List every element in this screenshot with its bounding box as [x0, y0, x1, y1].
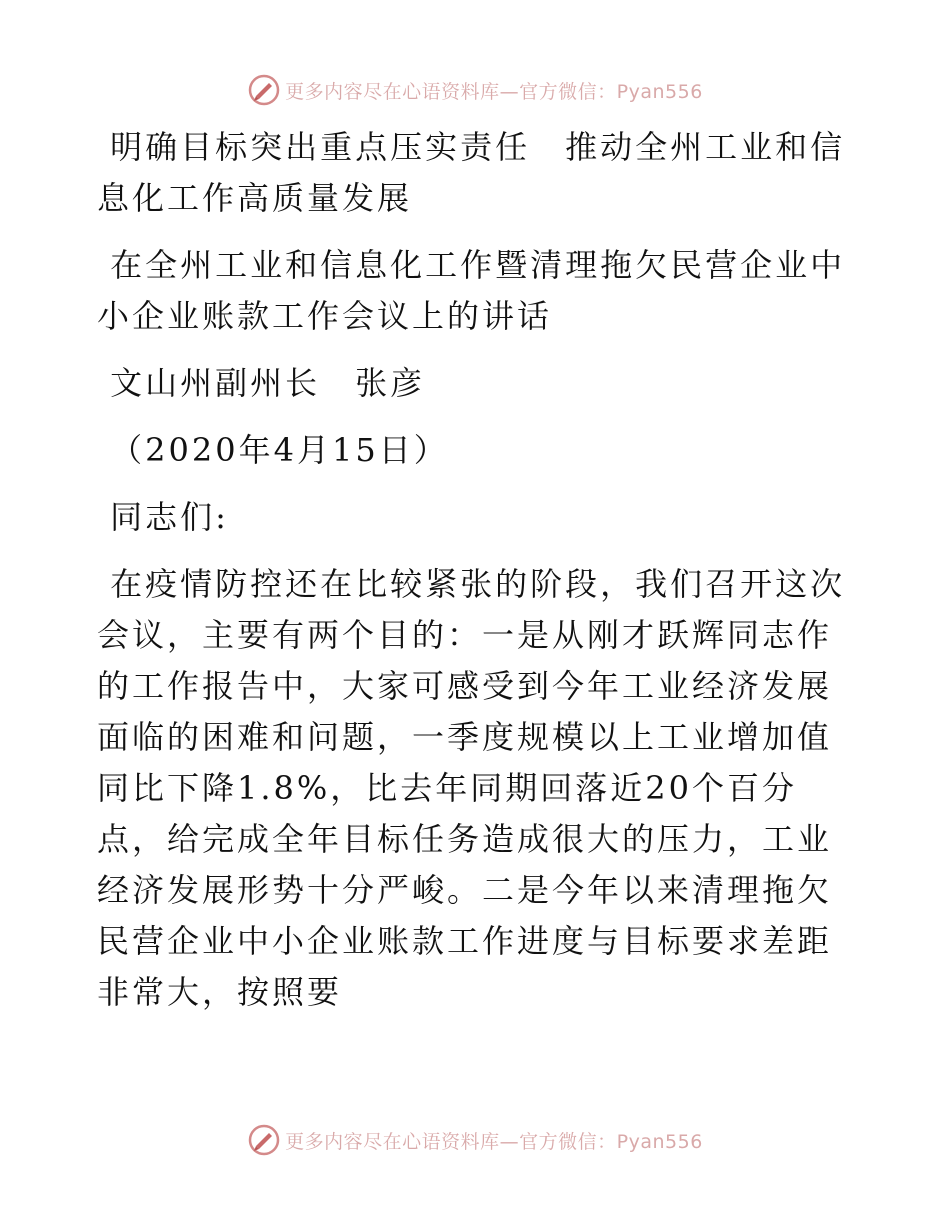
- document-subtitle: 在全州工业和信息化工作暨清理拖欠民营企业中小企业账款工作会议上的讲话: [97, 246, 846, 335]
- watermark-footer: [0, 1120, 950, 1160]
- document-body: [97, 122, 857, 1018]
- watermark-header: [0, 70, 950, 110]
- document-date: （2020年4月15日）: [97, 431, 449, 469]
- document-paragraph: 在疫情防控还在比较紧张的阶段，我们召开这次会议，主要有两个目的：一是从刚才跃辉同志作的工作报告中，大家可感受到今年工业经济发展面临的困难和问题，一季度规模以上工业增加值同比下降1.8%，比去年同期回落近20个百分点，给完成全年目标任务造成很大的压力，工业经济发展形势十分严峻。二是今年以来清理拖欠民营企业中小企业账款工作进度与目标要求差距非常大，按照要: [97, 565, 846, 1011]
- document-title: 明确目标突出重点压实责任 推动全州工业和信息化工作高质量发展: [97, 128, 846, 217]
- document-salutation: 同志们:: [97, 498, 229, 536]
- pen-circle-logo-icon: [247, 1123, 281, 1157]
- document-author: 文山州副州长 张彦: [97, 364, 426, 402]
- watermark-text: 更多内容尽在心语资料库—官方微信：Pyan556: [285, 1130, 703, 1153]
- pen-circle-logo-icon: [247, 73, 281, 107]
- watermark-text: 更多内容尽在心语资料库—官方微信：Pyan556: [285, 80, 703, 103]
